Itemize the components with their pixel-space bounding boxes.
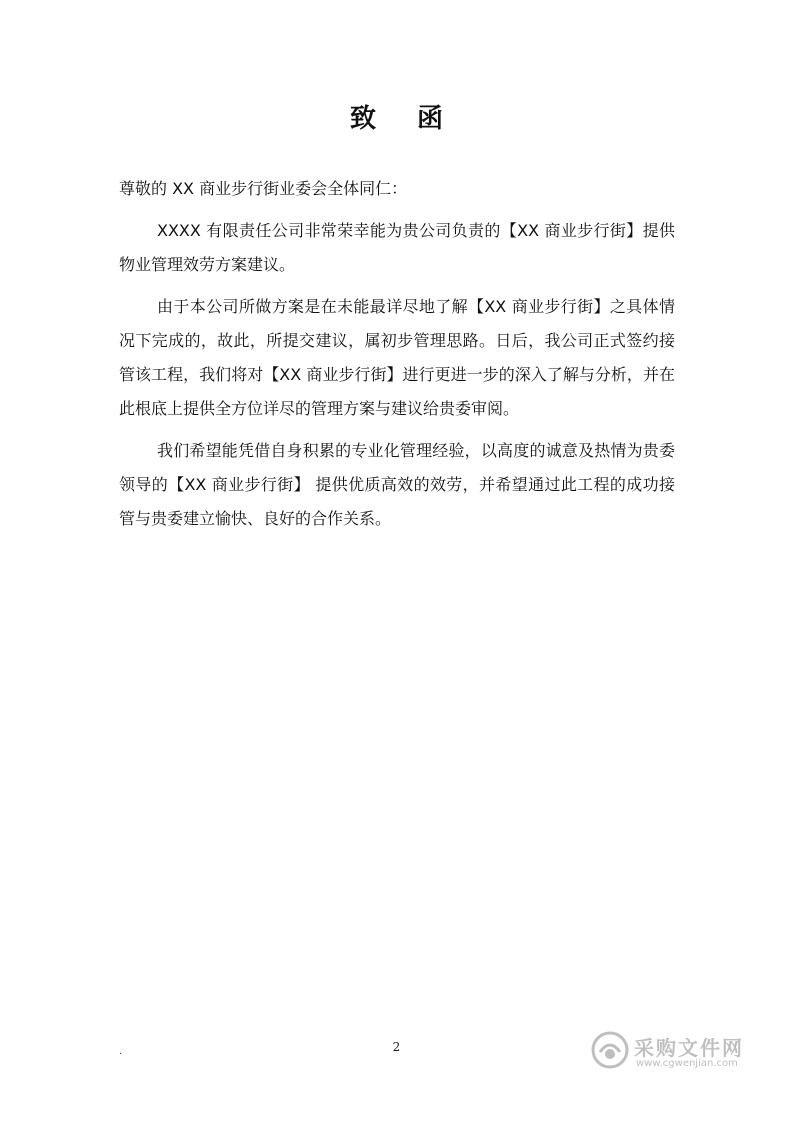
paragraph-1: XXXX 有限责任公司非常荣幸能为贵公司负责的【XX 商业步行街】提供物业管理效劳方案建议。 (119, 221, 675, 274)
watermark-url: www.cgwenjian.com (636, 1058, 738, 1069)
paragraph-2: 由于本公司所做方案是在未能最详尽地了解【XX 商业步行街】之具体情况下完成的，故此，所提交建议，属初步管理思路。日后，我公司正式签约接管该工程，我们将对【XX 商业步行街】进行更进一步的深入了解与分析，并在此根底上提供全方位详尽的管理方案与建议给贵委审阅。 (119, 297, 675, 418)
letter-body (119, 172, 675, 544)
document-title: 致 函 (349, 104, 460, 134)
watermark (590, 1028, 760, 1074)
paragraph-3: 我们希望能凭借自身积累的专业化管理经验，以高度的诚意及热情为贵委领导的【XX 商业步行街】 提供优质高效的效劳，并希望通过此工程的成功接管与贵委建立愉快、良好的合作关系。 (119, 441, 675, 528)
salutation: 尊敬的 XX 商业步行街业委会全体同仁： (119, 179, 408, 198)
watermark-logo-icon (590, 1030, 630, 1070)
page-number: 2 (392, 1040, 401, 1054)
footer-dot: . (119, 1046, 123, 1057)
watermark-name: 采购文件网 (634, 1036, 744, 1060)
